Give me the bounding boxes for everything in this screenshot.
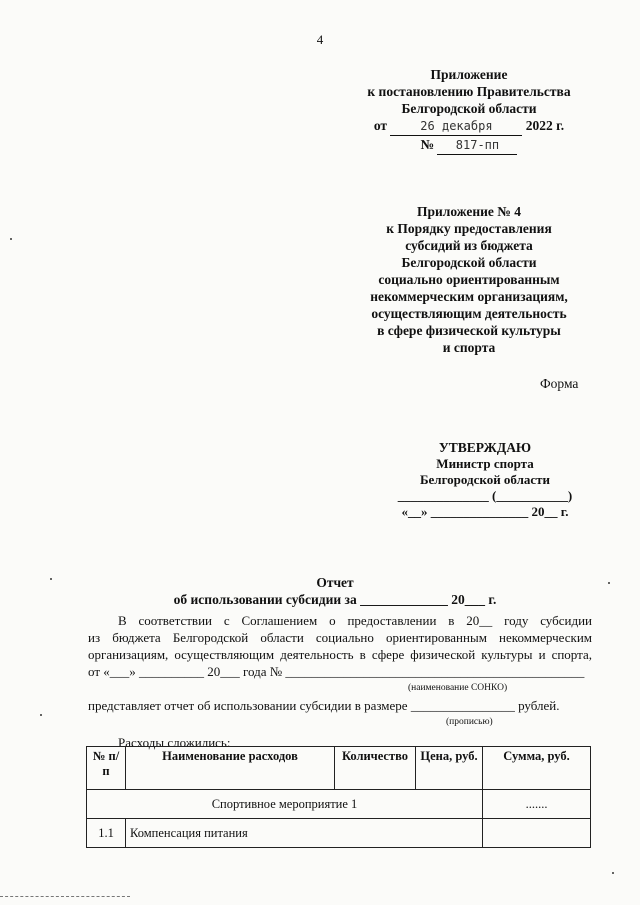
row-sum [483, 819, 591, 848]
report-title: Отчет [316, 575, 354, 590]
body-line: В соответствии с Соглашением о предоставлении в 20__ году субсидии [118, 613, 592, 628]
approval-title: УТВЕРЖДАЮ [438, 440, 532, 455]
signature-line: ______________ (___________) [397, 488, 573, 503]
approval-block [370, 440, 600, 520]
number-prefix: № [420, 137, 435, 152]
report-title-block [100, 574, 570, 608]
appendix4-line: в сфере физической культуры [377, 323, 561, 338]
report-body [88, 612, 592, 751]
page-number: 4 [316, 32, 324, 47]
scan-speck [10, 238, 12, 240]
row-number: 1.1 [87, 819, 126, 848]
caption-in-words: (прописью) [446, 717, 493, 727]
table-section-row [87, 790, 591, 819]
table-row [87, 819, 591, 848]
scan-edge-line [0, 896, 130, 897]
approval-region: Белгородской области [419, 472, 551, 487]
scan-speck [612, 872, 614, 874]
appendix4-header [345, 203, 593, 356]
body-line: из бюджета Белгородской области социально ориентированным некоммерческим [88, 630, 592, 645]
appendix-line: Белгородской области [401, 101, 537, 116]
expenses-intro: Расходы сложились: [118, 735, 231, 750]
appendix-line: к постановлению Правительства [367, 84, 571, 99]
scan-speck [50, 578, 52, 580]
body-line: от «___» __________ 20___ года № ______________________________________________ [88, 664, 585, 679]
appendix-header [345, 66, 593, 155]
appendix4-line: субсидий из бюджета [405, 238, 533, 253]
section-label: Спортивное мероприятие 1 [87, 790, 483, 819]
appendix4-line: социально ориентированным [378, 272, 560, 287]
appendix4-line: Приложение № 4 [417, 204, 521, 219]
row-expense-name: Компенсация питания [126, 819, 483, 848]
approval-date-line: «__» _______________ 20__ г. [401, 504, 569, 519]
caption-sonko-name: (наименование СОНКО) [408, 683, 508, 693]
section-sum: ....... [483, 790, 591, 819]
scan-speck [608, 582, 610, 584]
appendix4-line: Белгородской области [401, 255, 537, 270]
date-suffix: 2022 г. [525, 118, 565, 133]
header-number: № п/п [87, 747, 126, 790]
date-prefix: от [373, 118, 388, 133]
appendix4-line: некоммерческим организациям, [370, 289, 568, 304]
appendix4-line: осуществляющим деятельность [371, 306, 567, 321]
form-label: Форма [540, 376, 579, 391]
appendix4-line: и спорта [442, 340, 496, 355]
header-expense-name: Наименование расходов [126, 747, 335, 790]
scan-speck [40, 714, 42, 716]
header-sum: Сумма, руб. [483, 747, 591, 790]
handwritten-date: 26 декабря [390, 118, 522, 136]
appendix4-line: к Порядку предоставления [386, 221, 552, 236]
approval-position: Министр спорта [436, 456, 534, 471]
decree-number [345, 136, 593, 155]
body-line: организациям, осуществляющим деятельность в сфере физической культуры и спорта, [88, 647, 592, 662]
expenses-table [86, 746, 591, 848]
report-subtitle: об использовании субсидии за _____________ 20___ г. [173, 592, 497, 607]
appendix-line: Приложение [430, 67, 508, 82]
body-line: представляет отчет об использовании субсидии в размере ________________ рублей. [88, 698, 560, 713]
header-quantity: Количество [335, 747, 416, 790]
table-header-row [87, 747, 591, 790]
decree-date [345, 117, 593, 136]
header-price: Цена, руб. [416, 747, 483, 790]
handwritten-number: 817-пп [437, 137, 517, 155]
